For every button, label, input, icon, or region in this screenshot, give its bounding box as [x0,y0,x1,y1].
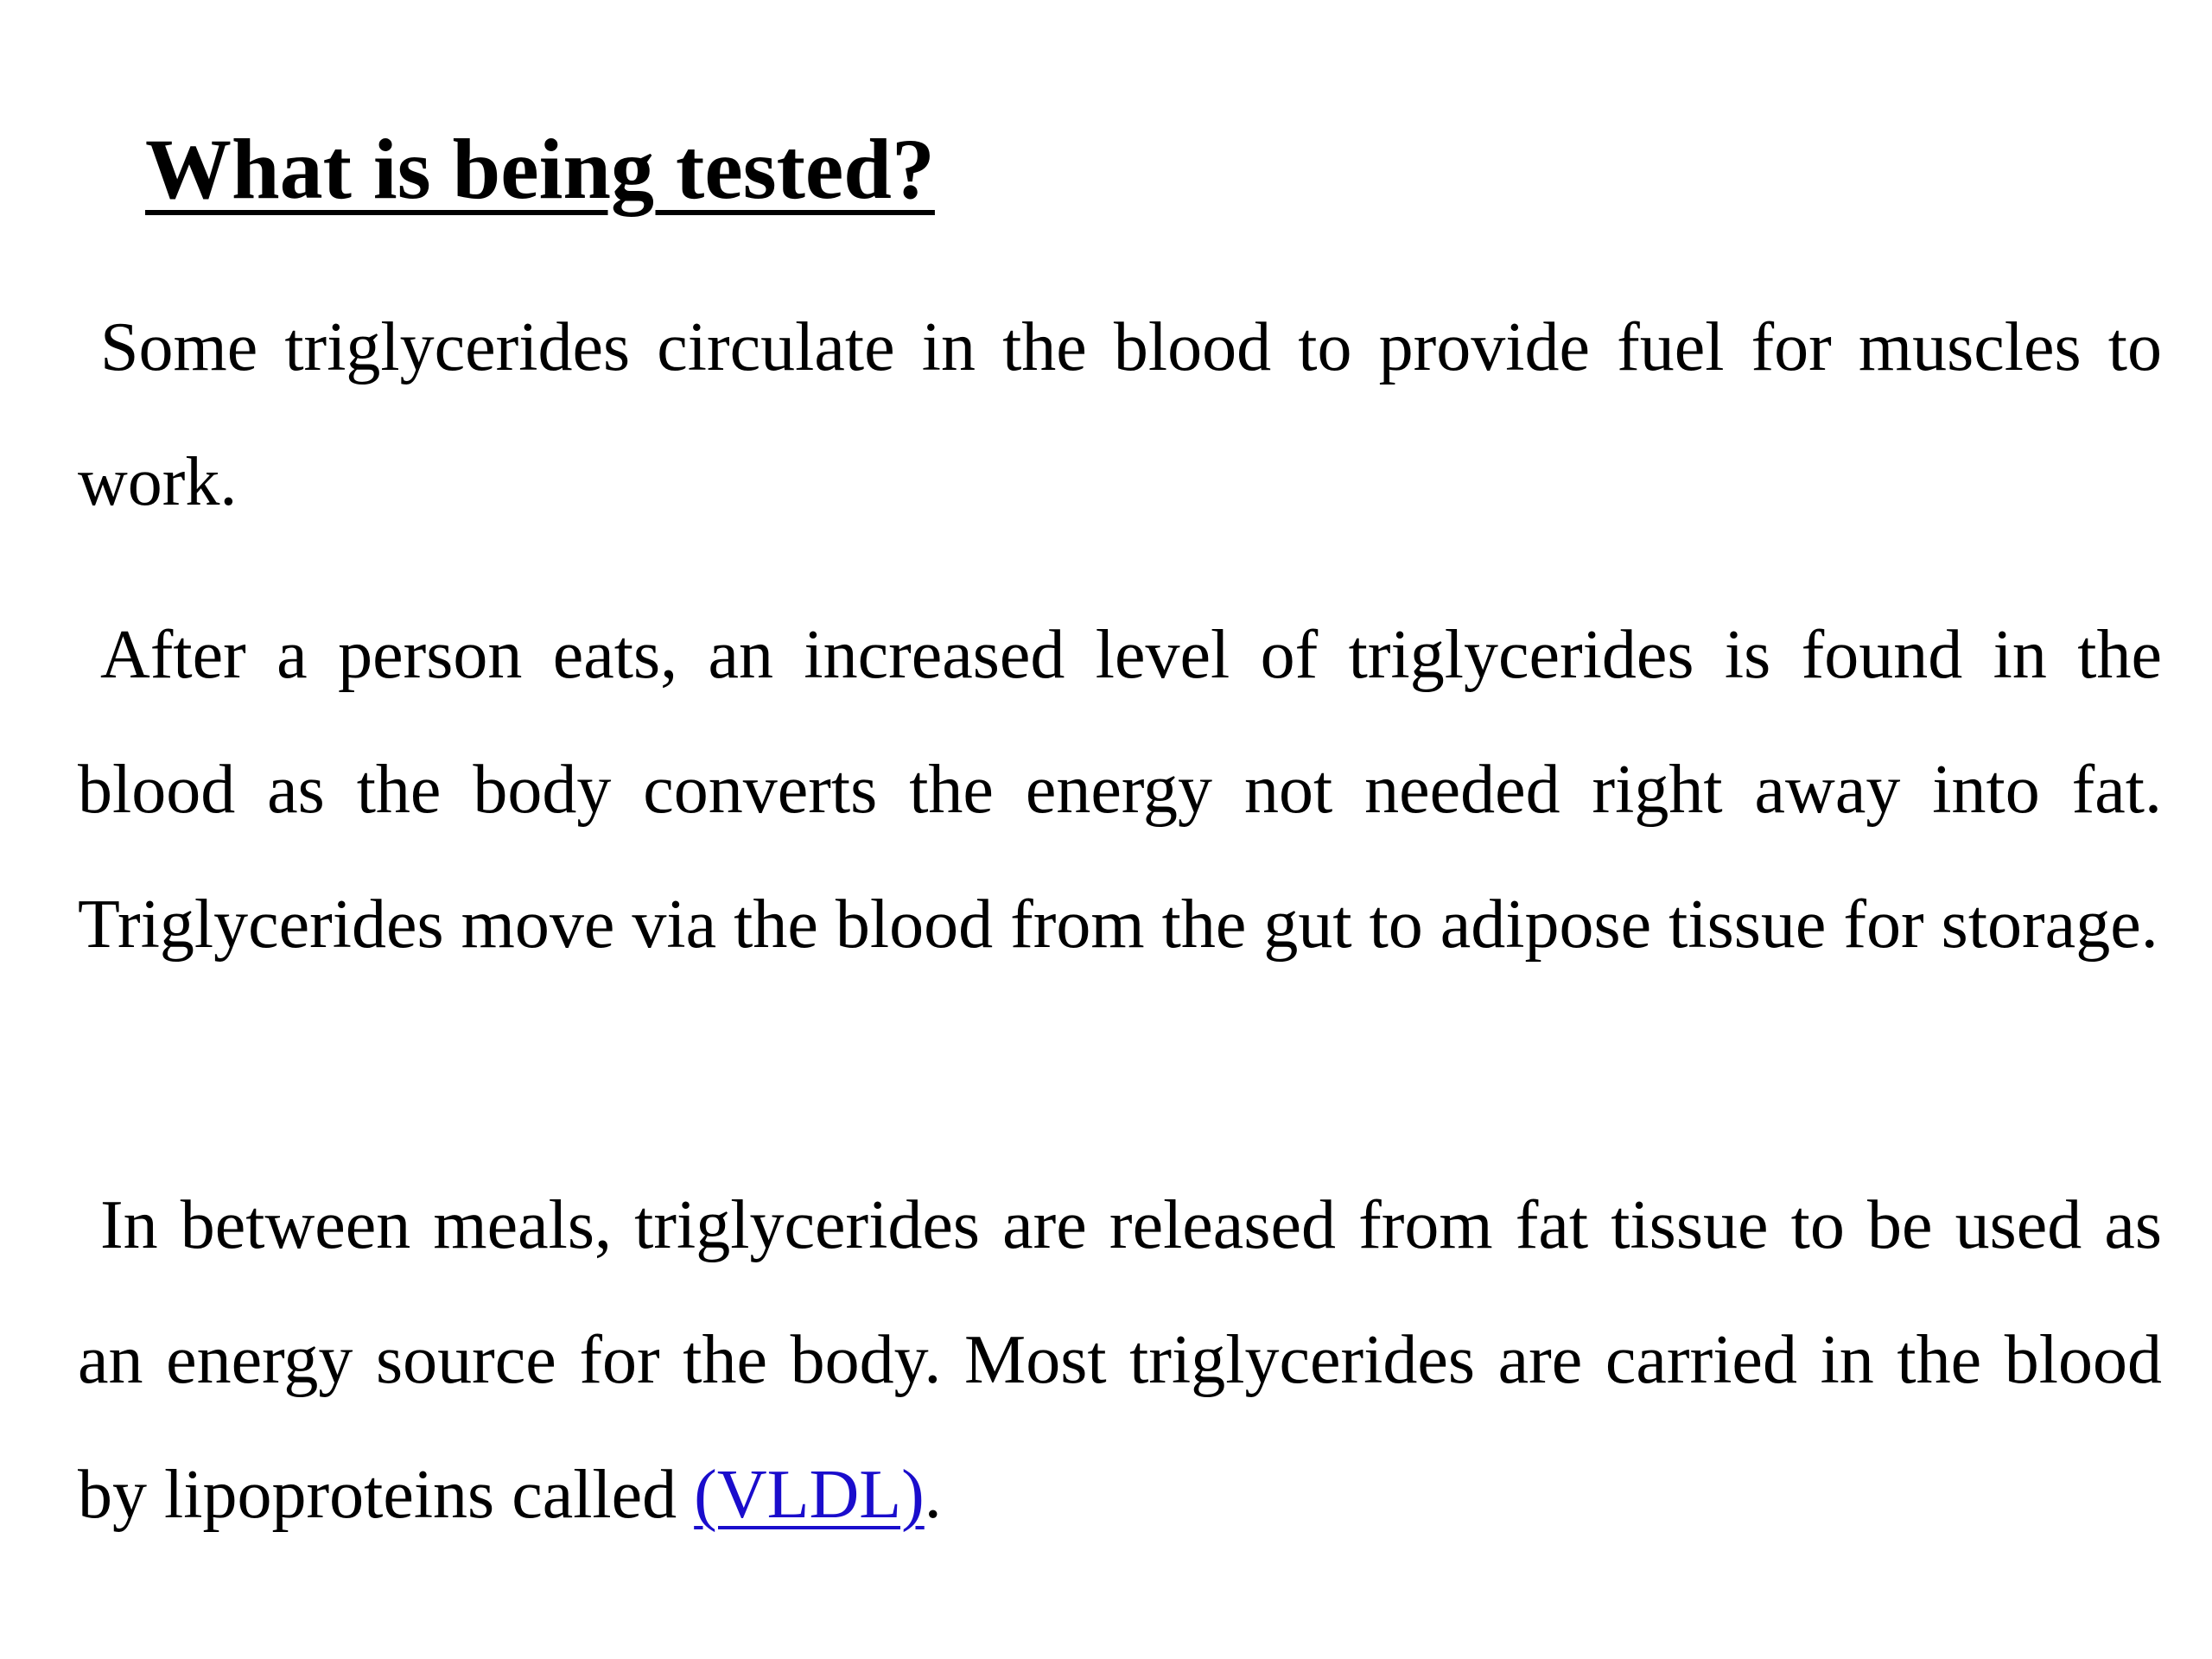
paragraph-after-eating: After a person eats, an increased level of triglycerides is found in the blood as the body converts the energy not needed right away into fat. Triglycerides move via the blood from the gut to adipose tissue for storage. [78,617,2162,963]
paragraph-end-punctuation: . [924,1457,942,1533]
vldl-link[interactable]: (VLDL) [694,1457,925,1533]
paragraph-between-meals-text: In between meals, triglycerides are released from fat tissue to be used as an energy source for the body. Most triglycerides are carried in the blood by lipoproteins called [78,1187,2162,1533]
paragraph-fuel-for-muscles: Some triglycerides circulate in the blood to provide fuel for muscles to work. [78,309,2162,520]
section-heading: What is being tested? [145,121,935,217]
paragraph-between-meals [78,1158,2162,1562]
